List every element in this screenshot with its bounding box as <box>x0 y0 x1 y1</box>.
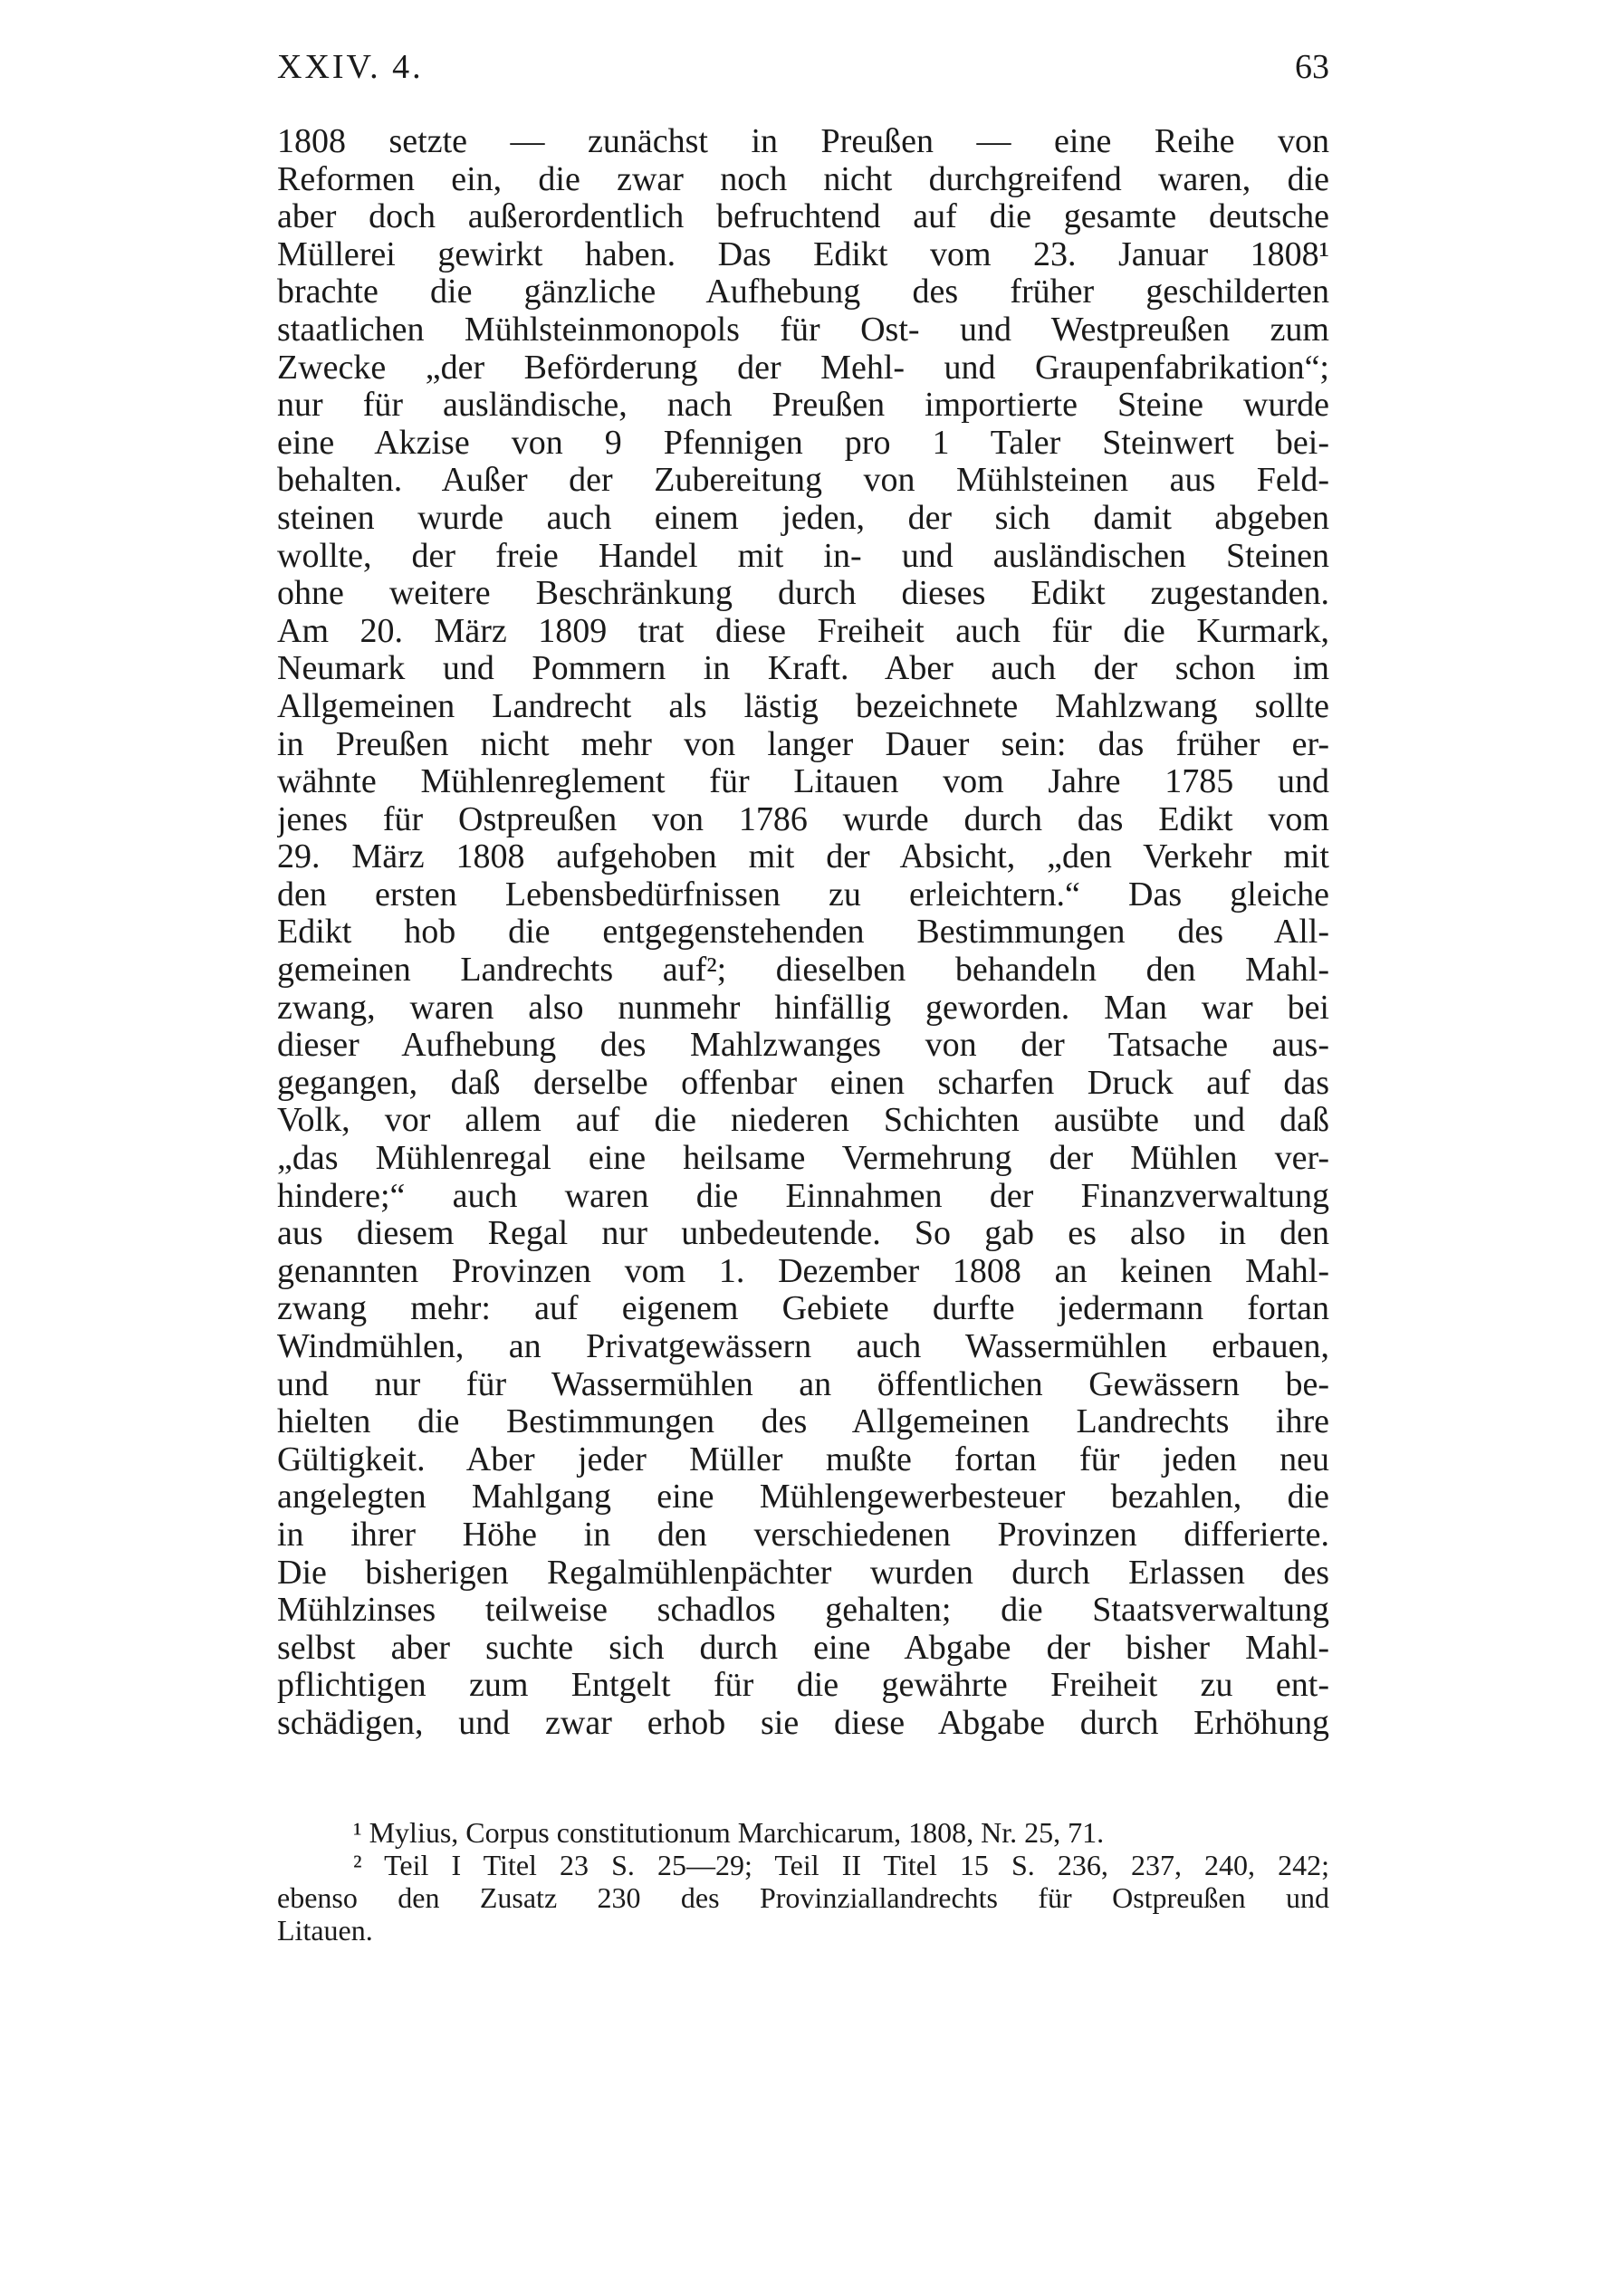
body-line: zwang, waren also nunmehr hinfällig geworden. Man war bei <box>277 989 1329 1027</box>
body-line: Müllerei gewirkt haben. Das Edikt vom 23. Januar 1808¹ <box>277 235 1329 273</box>
body-line: hindere;“ auch waren die Einnahmen der Finanzverwaltung <box>277 1177 1329 1215</box>
body-line: aus diesem Regal nur unbedeutende. So gab es also in den <box>277 1215 1329 1253</box>
body-line: Zwecke „der Beförderung der Mehl- und Graupenfabrikation“; <box>277 349 1329 387</box>
running-header <box>277 47 1329 92</box>
body-line: zwang mehr: auf eigenem Gebiete durfte jedermann fortan <box>277 1290 1329 1328</box>
chapter-reference: XXIV. 4. <box>277 48 424 86</box>
footnote-1: ¹ Mylius, Corpus constitutionum Marchicarum, 1808, Nr. 25, 71. <box>353 1816 1105 1849</box>
body-text <box>277 123 1329 1743</box>
page-number: 63 <box>1295 48 1329 86</box>
body-line: aber doch außerordentlich befruchtend auf die gesamte deutsche <box>277 198 1329 236</box>
body-line: Am 20. März 1809 trat diese Freiheit auch für die Kurmark, <box>277 612 1329 650</box>
footnote-2-end: Litauen. <box>277 1914 373 1947</box>
body-line: „das Mühlenregal eine heilsame Vermehrung der Mühlen ver- <box>277 1140 1329 1178</box>
body-line: pflichtigen zum Entgelt für die gewährte Freiheit zu ent- <box>277 1667 1329 1705</box>
body-line: den ersten Lebensbedürfnissen zu erleichtern.“ Das gleiche <box>277 875 1329 914</box>
body-line: jenes für Ostpreußen von 1786 wurde durch das Edikt vom <box>277 800 1329 838</box>
body-line: Reformen ein, die zwar noch nicht durchgreifend waren, die <box>277 160 1329 198</box>
body-line: Neumark und Pommern in Kraft. Aber auch der schon im <box>277 650 1329 688</box>
body-line: in Preußen nicht mehr von langer Dauer sein: das früher er- <box>277 725 1329 763</box>
body-line: hielten die Bestimmungen des Allgemeinen Landrechts ihre <box>277 1403 1329 1441</box>
body-line: Windmühlen, an Privatgewässern auch Wassermühlen erbauen, <box>277 1328 1329 1365</box>
body-line: gegangen, daß derselbe offenbar einen scharfen Druck auf das <box>277 1064 1329 1102</box>
body-line: Gültigkeit. Aber jeder Müller mußte fortan für jeden neu <box>277 1440 1329 1478</box>
body-line: wollte, der freie Handel mit in- und ausländischen Steinen <box>277 537 1329 575</box>
footnotes <box>277 1816 1329 1947</box>
body-line: ohne weitere Beschränkung durch dieses Edikt zugestanden. <box>277 575 1329 613</box>
body-line: brachte die gänzliche Aufhebung des früher geschilderten <box>277 273 1329 311</box>
body-line: steinen wurde auch einem jeden, der sich damit abgeben <box>277 499 1329 537</box>
body-line: Edikt hob die entgegenstehenden Bestimmungen des All- <box>277 914 1329 952</box>
body-line: angelegten Mahlgang eine Mühlengewerbesteuer bezahlen, die <box>277 1478 1329 1516</box>
body-line: Allgemeinen Landrecht als lästig bezeichnete Mahlzwang sollte <box>277 687 1329 725</box>
body-line: gemeinen Landrechts auf²; dieselben behandeln den Mahl- <box>277 952 1329 990</box>
body-line: nur für ausländische, nach Preußen importierte Steine wurde <box>277 387 1329 425</box>
body-line: behalten. Außer der Zubereitung von Mühlsteinen aus Feld- <box>277 462 1329 500</box>
body-line: genannten Provinzen vom 1. Dezember 1808 an keinen Mahl- <box>277 1252 1329 1290</box>
body-line: selbst aber suchte sich durch eine Abgabe der bisher Mahl- <box>277 1629 1329 1667</box>
body-line: und nur für Wassermühlen an öffentlichen Gewässern be- <box>277 1365 1329 1403</box>
body-line: dieser Aufhebung des Mahlzwanges von der Tatsache aus- <box>277 1027 1329 1065</box>
body-line: in ihrer Höhe in den verschiedenen Provinzen differierte. <box>277 1516 1329 1554</box>
body-line: Mühlzinses teilweise schadlos gehalten; die Staatsverwaltung <box>277 1592 1329 1630</box>
body-line: staatlichen Mühlsteinmonopols für Ost- und Westpreußen zum <box>277 311 1329 349</box>
body-line: schädigen, und zwar erhob sie diese Abgabe durch Erhöhung <box>277 1704 1329 1742</box>
footnote-2-continued: ebenso den Zusatz 230 des Provinziallandrechts für Ostpreußen und <box>277 1881 1329 1914</box>
body-line: Volk, vor allem auf die niederen Schichten ausübte und daß <box>277 1102 1329 1140</box>
body-line: 29. März 1808 aufgehoben mit der Absicht, „den Verkehr mit <box>277 838 1329 876</box>
body-line: 1808 setzte — zunächst in Preußen — eine Reihe von <box>277 123 1329 160</box>
body-line: wähnte Mühlenreglement für Litauen vom Jahre 1785 und <box>277 763 1329 801</box>
body-line: Die bisherigen Regalmühlenpächter wurden durch Erlassen des <box>277 1554 1329 1592</box>
footnote-2: ² Teil I Titel 23 S. 25—29; Teil II Titel 15 S. 236, 237, 240, 242; <box>353 1849 1329 1881</box>
body-line: eine Akzise von 9 Pfennigen pro 1 Taler Steinwert bei- <box>277 424 1329 462</box>
